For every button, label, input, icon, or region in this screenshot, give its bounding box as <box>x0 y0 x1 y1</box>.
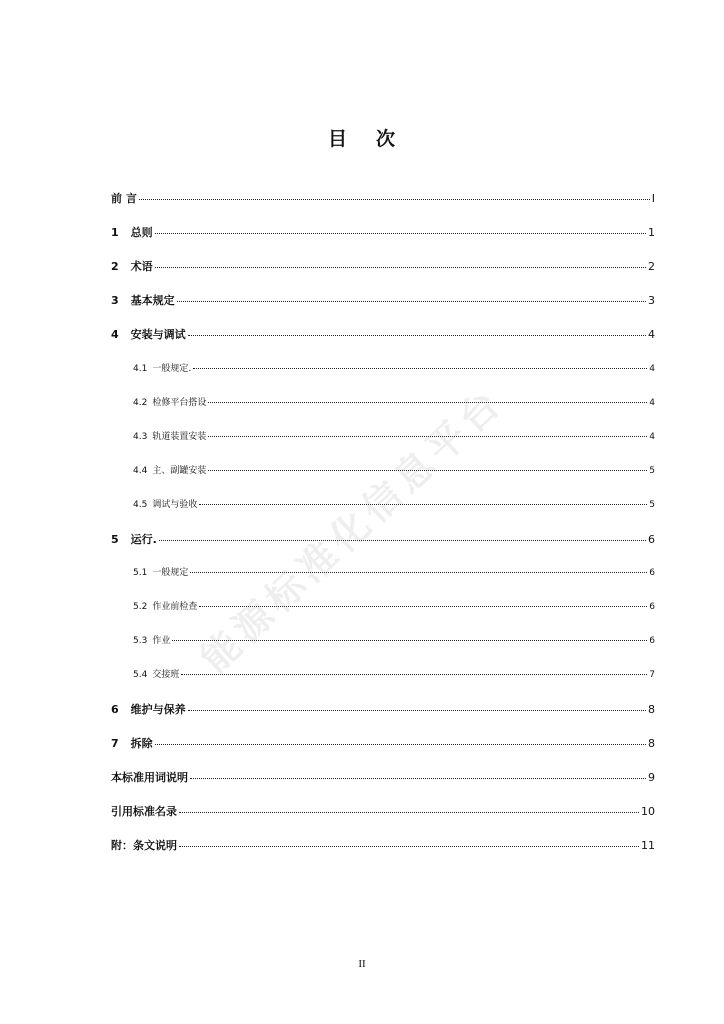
toc-entry[interactable] <box>133 667 655 680</box>
toc-entry-page: 6 <box>649 568 655 578</box>
toc-entry-label: 作业前检查 <box>152 602 198 612</box>
toc-entry[interactable] <box>133 633 655 646</box>
toc-entry[interactable] <box>111 803 655 819</box>
toc-entry-page: 4 <box>648 328 655 341</box>
toc-dot-leader <box>181 674 647 675</box>
toc-entry[interactable] <box>133 463 655 476</box>
toc-entry-label: 运行. <box>130 533 157 546</box>
toc-entry-page: 4 <box>649 432 655 442</box>
page-title <box>0 124 724 151</box>
title-char-2: 次 <box>376 128 397 150</box>
toc-entry-number: 4.4 <box>133 466 148 476</box>
toc-dot-leader <box>208 436 647 437</box>
toc-entry-page: 3 <box>648 294 655 307</box>
toc-entry-label: 术语 <box>130 260 153 273</box>
toc-entry-label: 一般规定 <box>152 568 189 578</box>
toc-entry-number: 4.1 <box>133 364 148 374</box>
toc-entry-number: 5 <box>111 533 119 546</box>
toc-dot-leader <box>193 368 647 369</box>
toc-entry[interactable] <box>133 599 655 612</box>
toc-entry-page: 1 <box>648 226 655 239</box>
toc-entry[interactable] <box>111 701 655 717</box>
toc-entry-number: 5.3 <box>133 636 148 646</box>
toc-entry-page: 5 <box>649 466 655 476</box>
toc-entry-page: 6 <box>648 533 655 546</box>
toc-entry-page: 5 <box>649 500 655 510</box>
page-number: II <box>358 958 366 970</box>
toc-dot-leader <box>172 640 647 641</box>
toc-entry-label: 交接班 <box>152 670 180 680</box>
toc-dot-leader <box>188 710 646 711</box>
toc-entry-label: 一般规定. <box>152 364 192 374</box>
toc-entry-page: 11 <box>641 839 655 852</box>
toc-entry-label: 前 言 <box>111 192 137 205</box>
toc-entry-label: 总则 <box>130 226 153 239</box>
toc-entry-number: 7 <box>111 737 119 750</box>
toc-entry-number: 4.2 <box>133 398 148 408</box>
toc-entry-number: 4.5 <box>133 500 148 510</box>
toc-dot-leader <box>139 199 650 200</box>
toc-entry-number: 5.1 <box>133 568 148 578</box>
toc-entry-label: 调试与验收 <box>152 500 198 510</box>
toc-entry-number: 5.4 <box>133 670 148 680</box>
toc-entry[interactable] <box>111 735 655 751</box>
toc-dot-leader <box>179 812 639 813</box>
toc-dot-leader <box>208 470 647 471</box>
toc-entry-number: 6 <box>111 703 119 716</box>
toc-entry[interactable] <box>111 224 655 240</box>
toc-entry-number: 3 <box>111 294 119 307</box>
toc-dot-leader <box>155 744 646 745</box>
toc-entry-label: 本标准用词说明 <box>111 771 188 784</box>
toc-entry[interactable] <box>111 531 655 547</box>
toc-entry-label: 拆除 <box>130 737 153 750</box>
toc-entry-page: 4 <box>649 398 655 408</box>
toc-entry-page: 4 <box>649 364 655 374</box>
toc-entry-page: 8 <box>648 703 655 716</box>
toc-entry-label: 基本规定 <box>130 294 175 307</box>
toc-entry[interactable] <box>111 258 655 274</box>
toc-entry-number: 4.3 <box>133 432 148 442</box>
toc-entry-page: 6 <box>649 636 655 646</box>
toc-entry-label: 轨道装置安装 <box>152 432 207 442</box>
toc-dot-leader <box>199 504 647 505</box>
toc-dot-leader <box>190 572 647 573</box>
toc-entry[interactable] <box>133 429 655 442</box>
toc-entry-page: 7 <box>649 670 655 680</box>
toc-entry[interactable] <box>111 769 655 785</box>
toc-dot-leader <box>208 402 647 403</box>
toc-entry-label: 安装与调试 <box>130 328 186 341</box>
toc-dot-leader <box>179 846 639 847</box>
toc-dot-leader <box>177 301 646 302</box>
toc-entry-page: 8 <box>648 737 655 750</box>
toc-entry-page: I <box>651 192 655 205</box>
toc-dot-leader <box>159 540 646 541</box>
toc-dot-leader <box>188 335 646 336</box>
toc-dot-leader <box>199 606 647 607</box>
toc-entry-page: 2 <box>648 260 655 273</box>
toc-entry-page: 6 <box>649 602 655 612</box>
toc-entry-label: 维护与保养 <box>130 703 186 716</box>
toc-entry-number: 1 <box>111 226 119 239</box>
toc-entry-page: 10 <box>641 805 655 818</box>
toc-entry[interactable] <box>133 497 655 510</box>
toc-entry-page: 9 <box>648 771 655 784</box>
toc-entry[interactable] <box>111 326 655 342</box>
toc-entry-number: 5.2 <box>133 602 148 612</box>
toc-entry-number: 2 <box>111 260 119 273</box>
toc-entry[interactable] <box>111 292 655 308</box>
toc-entry[interactable] <box>111 837 655 853</box>
toc-entry-label: 引用标准名录 <box>111 805 177 818</box>
toc-entry[interactable] <box>133 565 655 578</box>
toc-entry[interactable] <box>111 190 655 206</box>
toc-dot-leader <box>155 233 646 234</box>
toc-entry[interactable] <box>133 395 655 408</box>
toc-entry-label: 附：条文说明 <box>111 839 177 852</box>
title-char-1: 目 <box>327 128 348 150</box>
toc-dot-leader <box>190 778 646 779</box>
toc-entry[interactable] <box>133 361 655 374</box>
toc-entry-number: 4 <box>111 328 119 341</box>
toc-entry-label: 作业 <box>152 636 171 646</box>
toc-dot-leader <box>155 267 646 268</box>
watermark: 能源标准化信息平台 <box>192 378 513 682</box>
toc-entry-label: 主、副罐安装 <box>152 466 207 476</box>
toc-entry-label: 检修平台搭设 <box>152 398 207 408</box>
